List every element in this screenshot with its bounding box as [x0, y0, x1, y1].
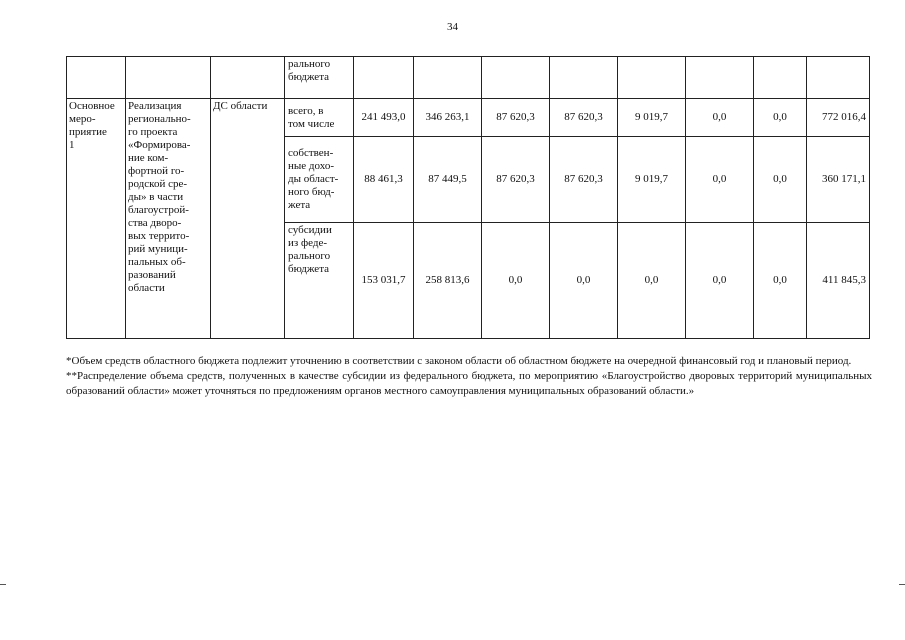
total-value-cell: 411 845,3 — [807, 223, 870, 339]
total-value-cell: 360 171,1 — [807, 137, 870, 223]
value-cell: 0,0 — [482, 223, 550, 339]
value-cell: 0,0 — [550, 223, 618, 339]
value-cell: 258 813,6 — [414, 223, 482, 339]
page-number: 34 — [447, 21, 458, 33]
value-cell: 241 493,0 — [354, 99, 414, 137]
cell-empty — [354, 57, 414, 99]
cell-empty — [482, 57, 550, 99]
cell-empty — [414, 57, 482, 99]
page-edge-mark — [0, 584, 6, 585]
value-cell: 0,0 — [686, 99, 754, 137]
value-cell: 87 620,3 — [482, 137, 550, 223]
value-cell: 0,0 — [686, 137, 754, 223]
cell-empty — [618, 57, 686, 99]
value-cell: 0,0 — [618, 223, 686, 339]
funding-source-cell: собствен- ные дохо- ды област- ного бюд- жета — [285, 137, 354, 223]
value-cell: 87 449,5 — [414, 137, 482, 223]
activity-label-cell: Основное меро- приятие 1 — [67, 99, 126, 339]
table-row-total — [67, 99, 870, 137]
value-cell: 153 031,7 — [354, 223, 414, 339]
funding-source-cell: всего, в том числе — [285, 99, 354, 137]
page-edge-mark — [899, 584, 905, 585]
budget-table — [66, 56, 870, 339]
activity-name-cell: Реализация регионально- го проекта «Формирова- ние ком- фортной го- родской сре- ды» в части благоустрой- ства дворо- вых террито- рий муници- пальных об- разований области — [126, 99, 211, 339]
value-cell: 0,0 — [754, 223, 807, 339]
footnotes — [66, 354, 872, 399]
value-cell: 87 620,3 — [550, 99, 618, 137]
value-cell: 0,0 — [754, 137, 807, 223]
value-cell: 0,0 — [754, 99, 807, 137]
value-cell: 346 263,1 — [414, 99, 482, 137]
footnote-federal-subsidy: **Распределение объема средств, полученных в качестве субсидии из федерального бюджета, по мероприятию «Благоустройство дворовых территорий муниципальных образований области» может уточняться по предложениям органов местного самоуправления муниципальных образований области.» — [66, 370, 872, 397]
value-cell: 87 620,3 — [550, 137, 618, 223]
cell-empty — [686, 57, 754, 99]
cell-empty — [67, 57, 126, 99]
cell-empty — [807, 57, 870, 99]
cell-empty — [211, 57, 285, 99]
funding-source-cell: рального бюджета — [285, 57, 354, 99]
cell-empty — [126, 57, 211, 99]
cell-empty — [754, 57, 807, 99]
executor-cell: ДС области — [211, 99, 285, 339]
cell-empty — [550, 57, 618, 99]
value-cell: 88 461,3 — [354, 137, 414, 223]
footnote-regional-budget: *Объем средств областного бюджета подлежит уточнению в соответствии с законом области об областном бюджете на очередной финансовый год и плановый период. — [66, 355, 852, 367]
value-cell: 9 019,7 — [618, 99, 686, 137]
value-cell: 87 620,3 — [482, 99, 550, 137]
funding-source-cell: субсидии из феде- рального бюджета — [285, 223, 354, 339]
value-cell: 0,0 — [686, 223, 754, 339]
total-value-cell: 772 016,4 — [807, 99, 870, 137]
value-cell: 9 019,7 — [618, 137, 686, 223]
table-row-continued — [67, 57, 870, 99]
